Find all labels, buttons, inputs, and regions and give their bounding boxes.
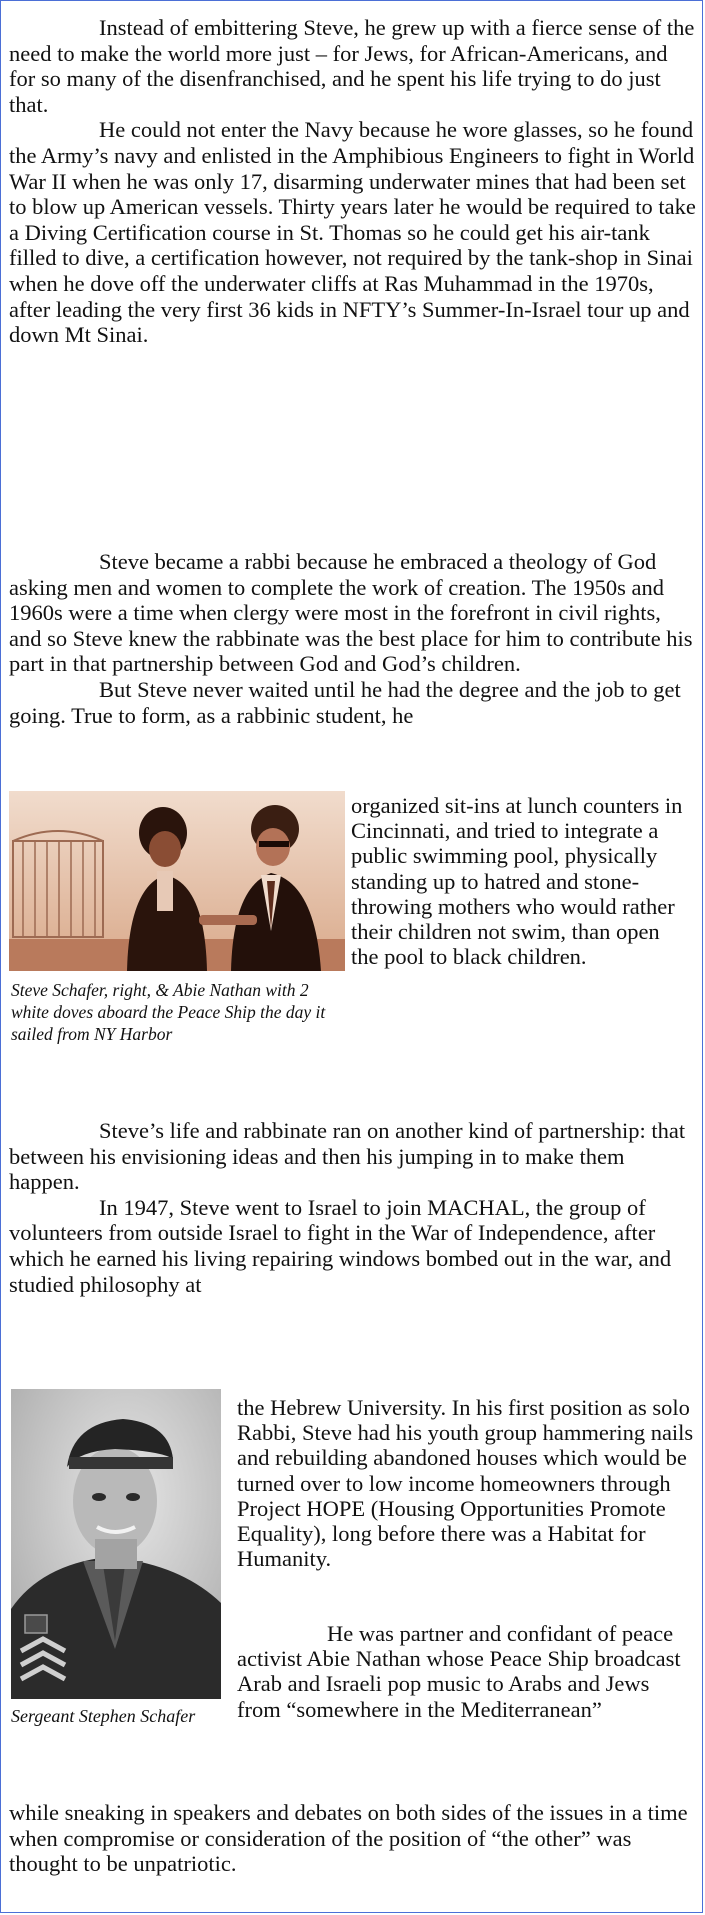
photo-peace-ship-image xyxy=(9,791,345,971)
caption-sergeant: Sergeant Stephen Schafer xyxy=(11,1706,196,1726)
paragraph-block-1 xyxy=(9,15,699,348)
paragraph-7-end: while sneaking in speakers and debates on both sides of the issues in a time when compromise or consideration of the position of “the other” was thought to be unpatriotic. xyxy=(9,1800,688,1877)
paragraph-2: He could not enter the Navy because he wore glasses, so he found the Army’s navy and enlisted in the Amphibious Engineers to fight in World War II when he was only 17, disarming underwater mines that had been set to blow up American vessels. Thirty years later he would be required to take a Diving Certification course in St. Thomas so he could get his air-tank filled to dive, a certification however, not required by the tank-shop in Sinai when he dove off the underwater cliffs at Ras Muhammad in the 1970s, after leading the very first 36 kids in NFTY’s Summer-In-Israel tour up and down Mt Sinai. xyxy=(9,117,696,348)
paragraph-6-column: the Hebrew University. In his first position as solo Rabbi, Steve had his youth group hammering nails and rebuilding abandoned houses which would be turned over to low income homeowners through Project HOPE (Housing Opportunities Promote Equality), long before there was a Habitat for Humanity. xyxy=(237,1395,694,1572)
photo-sergeant-image xyxy=(11,1389,221,1699)
paragraph-3: Steve became a rabbi because he embraced a theology of God asking men and women to complete the work of creation. The 1950s and 1960s were a time when clergy were most in the forefront in civil rights, and so Steve knew the rabbinate was the best place for him to contribute his part in that partnership between God and God’s children. xyxy=(9,549,693,677)
paragraph-5: Steve’s life and rabbinate ran on another kind of partnership: that between his envisioning ideas and then his jumping in to make them happen. xyxy=(9,1118,686,1195)
photo-peace-ship xyxy=(9,791,345,971)
paragraph-block-4 xyxy=(9,1800,699,1877)
paragraph-4-column: organized sit-ins at lunch counters in Cincinnati, and tried to integrate a public swimming pool, physically standing up to hatred and stone-throwing mothers who would rather their children not swim, than open the pool to black children. xyxy=(351,793,683,970)
paragraph-4: But Steve never waited until he had the degree and the job to get going. True to form, as a rabbinic student, he xyxy=(9,676,681,728)
paragraph-6: In 1947, Steve went to Israel to join MACHAL, the group of volunteers from outside Israel to fight in the War of Independence, after which he earned his living repairing windows bombed out in the war, and studied philosophy at xyxy=(9,1194,672,1297)
paragraph-block-3 xyxy=(9,1118,699,1297)
caption-peace-ship: Steve Schafer, right, & Abie Nathan with 2 white doves aboard the Peace Ship the day it sailed from NY Harbor xyxy=(11,980,326,1044)
paragraph-7-column: He was partner and confidant of peace activist Abie Nathan whose Peace Ship broadcast Arab and Israeli pop music to Arabs and Jews from “somewhere in the Mediterranean” xyxy=(237,1621,681,1722)
paragraph-1: Instead of embittering Steve, he grew up with a fierce sense of the need to make the world more just – for Jews, for African-Americans, and for so many of the disenfranchised, and he spent his life trying to do just that. xyxy=(9,15,695,117)
photo-sergeant xyxy=(11,1389,221,1699)
paragraph-block-2 xyxy=(9,549,699,728)
